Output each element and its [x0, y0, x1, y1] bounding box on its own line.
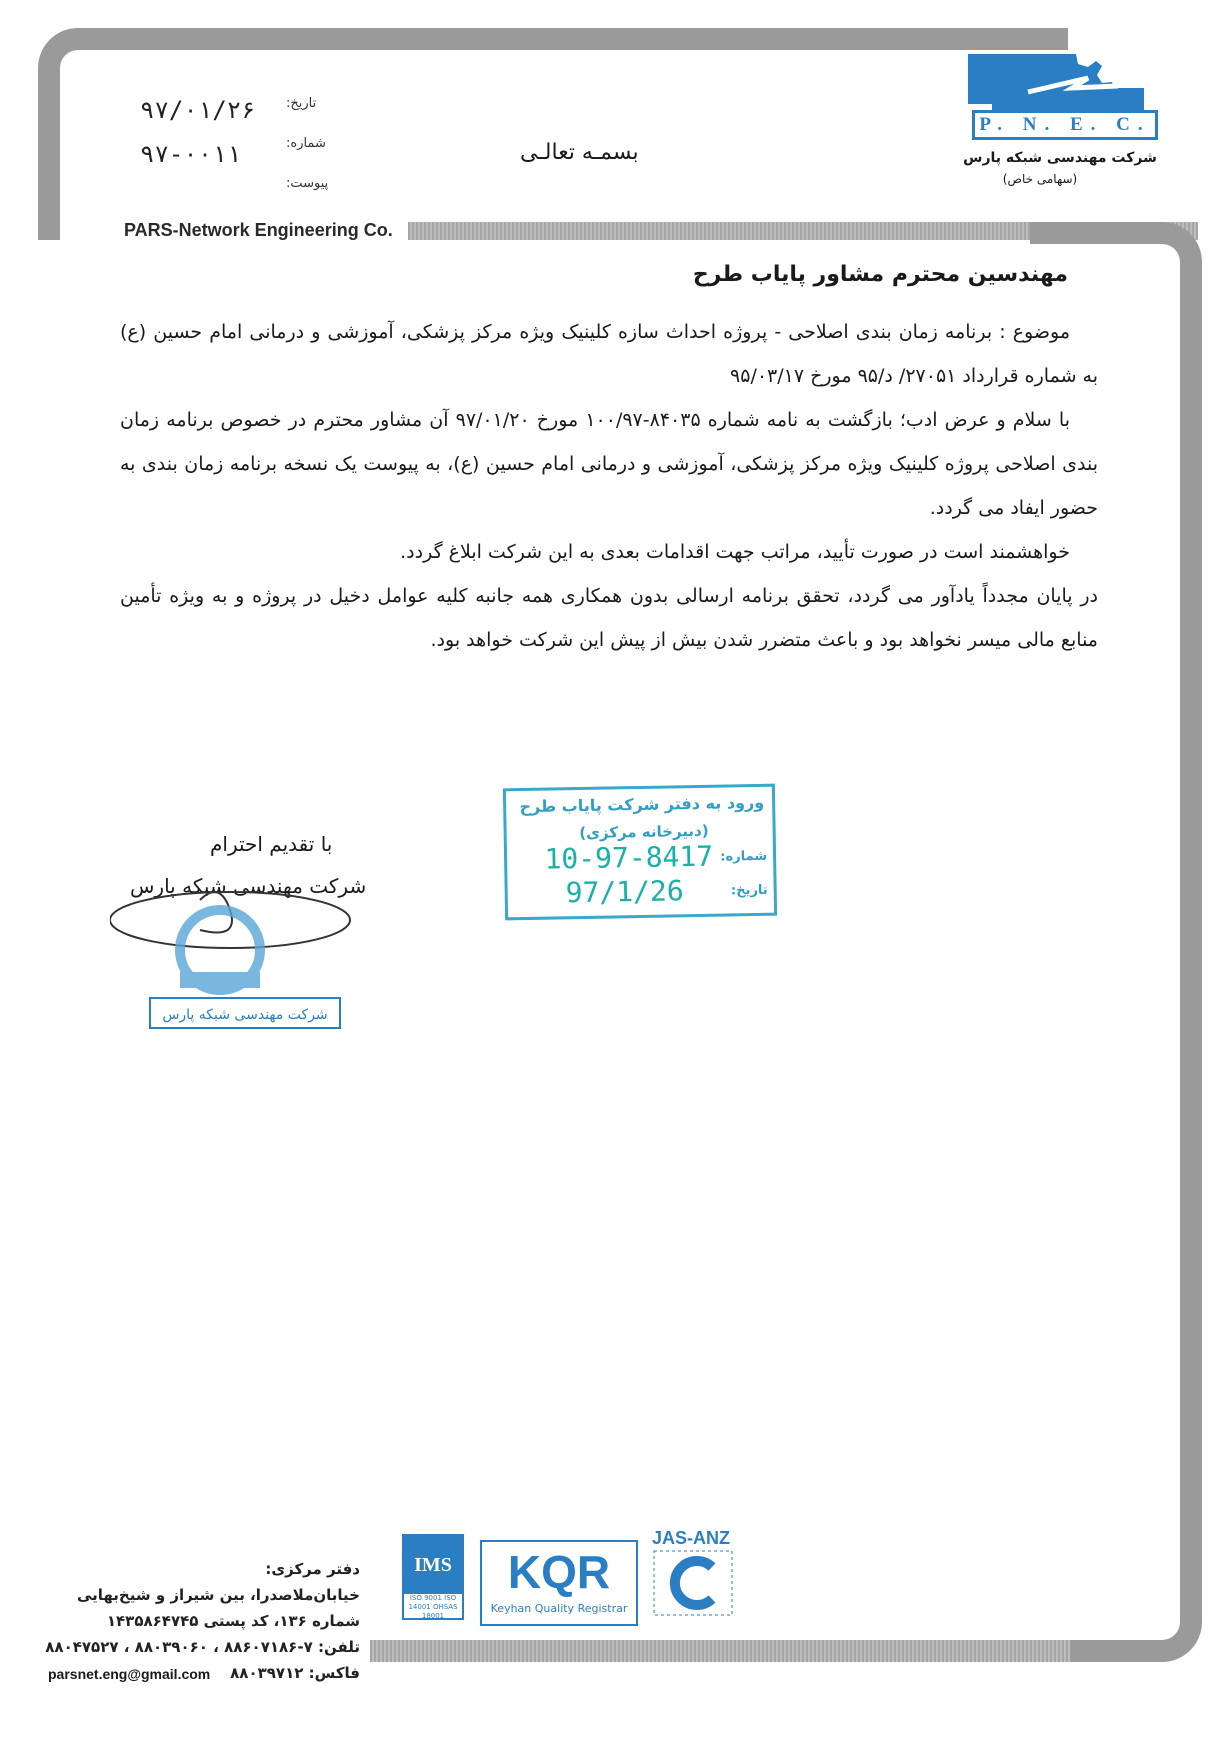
number-value: ۹۷-۰۰۱۱ [140, 140, 242, 168]
letterhead-bottom-bar [370, 1640, 1070, 1662]
attachment-label: پیوست: [286, 176, 329, 191]
stamp-number-handwritten: 10-97-8417 [544, 839, 714, 876]
company-type: (سهامی خاص) [1002, 172, 1078, 186]
email-address: parsnet.eng@gmail.com [48, 1666, 211, 1682]
company-english-name: PARS-Network Engineering Co. [124, 220, 393, 240]
ims-certificate [402, 1534, 464, 1620]
letterhead-frame-top [38, 28, 1068, 240]
bismillah: بسمـه تعالـی [520, 140, 639, 165]
phone-numbers: تلفن: ۷-۸۸۶۰۷۱۸۶ ، ۸۸۰۳۹۰۶۰ ، ۸۸۰۴۷۵۲۷ [45, 1638, 360, 1656]
stamp-title: ورود به دفتر شرکت پایاب طرح [519, 792, 765, 817]
incoming-stamp [503, 784, 777, 921]
ims-standards: ISO 9001 ISO 14001 OHSAS 18001 [408, 1594, 458, 1620]
letter-body [120, 310, 1098, 662]
paragraph-3: در پایان مجدداً یادآور می گردد، تحقق برنامه ارسالی بدون همکاری همه جانبه کلیه عوامل دخیل در پروژه و به ویژه تأمین منابع مالی میسر نخواهد بود و باعث متضرر شدن بیش از پیش این شرکت خواهد بود. [120, 585, 1098, 651]
stamp-date-label: تاریخ: [730, 882, 768, 899]
company-persian-name: شرکت مهندسی شبکه پارس [963, 150, 1157, 166]
ims-logo-icon: IMS [404, 1536, 462, 1594]
stamp-date-handwritten: 97/1/26 [565, 874, 684, 910]
kqr-name: Keyhan Quality Registrar [490, 1602, 628, 1615]
addressee: مهندسین محترم مشاور پایاب طرح [692, 262, 1068, 287]
fax-number: فاکس: ۸۸۰۳۹۷۱۲ [230, 1664, 360, 1682]
office-label: دفتر مرکزی: [265, 1560, 360, 1578]
company-seal-icon [110, 880, 380, 1040]
seal-text: شرکت مهندسی شبکه پارس [162, 1007, 328, 1023]
logo-pnec-text: P. N. E. C. [972, 110, 1158, 140]
jas-anz-certificate [652, 1528, 742, 1623]
paragraph-2: خواهشمند است در صورت تأیید، مراتب جهت اقدامات بعدی به این شرکت ابلاغ گردد. [400, 541, 1070, 563]
jas-anz-c-icon [652, 1549, 736, 1619]
address-line-1: خیابان‌ملاصدرا، بین شیراز و شیخ‌بهایی [76, 1586, 360, 1604]
stamp-number-label: شماره: [720, 848, 768, 865]
number-label: شماره: [286, 136, 326, 151]
kqr-logo-icon: KQR [507, 1546, 611, 1598]
date-value: ۹۷/۰۱/۲۶ [140, 96, 256, 124]
closing: با تقدیم احترام [210, 832, 333, 856]
kqr-certificate [480, 1540, 638, 1626]
signatory: شرکت مهندسی شبکه پارس [130, 874, 367, 898]
paragraph-1: با سلام و عرض ادب؛ بازگشت به نامه شماره ۸۴۰۳۵-۱۰۰/۹۷ مورخ ۹۷/۰۱/۲۰ آن مشاور محترم در خصوص برنامه زمان بندی اصلاحی پروژه کلینیک ویژه مرکز پزشکی، آموزشی و درمانی امام حسین (ع)، به پیوست یک نسخه برنامه زمان بندی به حضور ایفاد می گردد. [120, 409, 1098, 519]
stamp-subtitle: (دبیرخانه مرکزی) [579, 821, 709, 843]
subject-line: موضوع : برنامه زمان بندی اصلاحی - پروژه احداث سازه کلینیک ویژه مرکز پزشکی، آموزشی و درمانی امام حسین (ع) به شماره قرارداد ۲۷۰۵۱/ د/۹۵ مورخ ۹۵/۰۳/۱۷ [120, 321, 1098, 387]
date-label: تاریخ: [286, 96, 317, 111]
address-line-2: شماره ۱۳۶، کد پستی ۱۴۳۵۸۶۴۷۴۵ [106, 1612, 360, 1630]
jas-anz-label: JAS-ANZ [652, 1528, 731, 1548]
